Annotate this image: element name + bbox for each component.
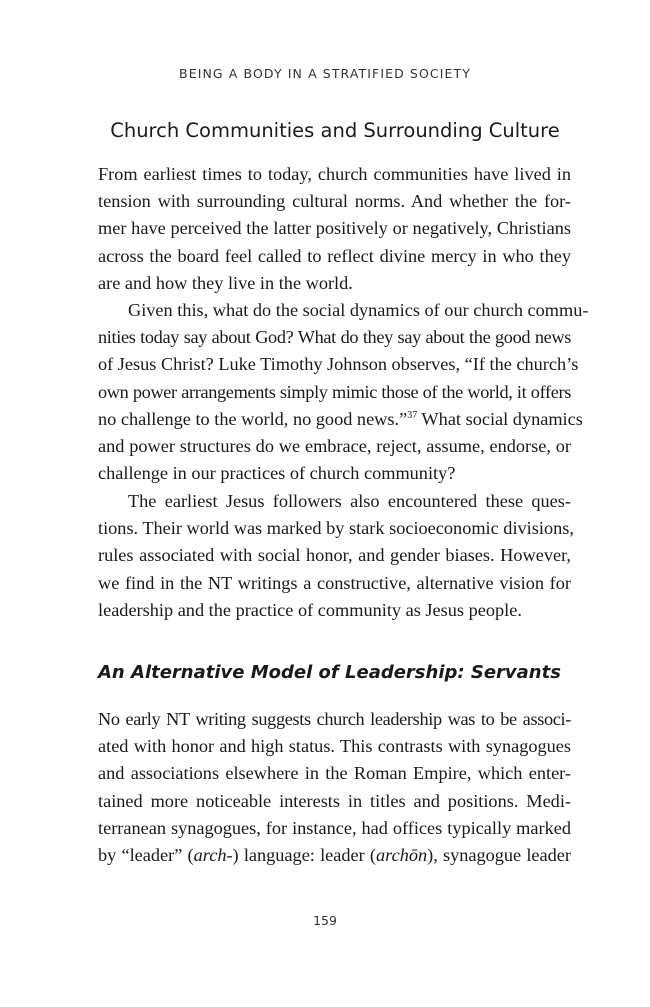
text-line: The earliest Jesus followers also encountered these ques- [128, 491, 571, 511]
text-line: leadership and the practice of community as Jesus people. [98, 599, 522, 620]
text-line: No early NT writing suggests church leadership was to be associ- [98, 709, 571, 729]
text-line [98, 406, 583, 433]
italic-term: archōn [376, 844, 428, 865]
body-paragraph-1 [98, 161, 571, 297]
text-line: across the board feel called to reflect divine mercy in who they [98, 245, 571, 266]
text-line: terranean synagogues, for instance, had offices typically marked [98, 817, 571, 838]
text-line: mer have perceived the latter positively or negatively, Christians [98, 218, 571, 239]
text-line: rules associated with social honor, and gender biases. However, [98, 545, 571, 566]
text-line: are and how they live in the world. [98, 272, 353, 293]
text-line: Given this, what do the social dynamics of our church commu- [128, 300, 589, 320]
text-segment: by “leader” ( [98, 844, 194, 865]
text-line: tension with surrounding cultural norms. And whether the for- [98, 191, 571, 212]
text-line: From earliest times to today, church communities have lived in [98, 164, 571, 184]
text-line: we find in the NT writings a constructive, alternative vision for [98, 572, 571, 593]
footnote-reference: 37 [407, 409, 418, 421]
body-paragraph-3 [98, 488, 574, 624]
subheading: An Alternative Model of Leadership: Servants [98, 662, 561, 683]
text-line: of Jesus Christ? Luke Timothy Johnson observes, “If the church’s [98, 354, 579, 375]
text-line [98, 842, 571, 869]
text-segment: no challenge to the world, no good news.” [98, 408, 408, 429]
italic-term: arch- [193, 844, 233, 865]
text-line: own power arrangements simply mimic those of the world, it offers [98, 381, 571, 402]
section-title: Church Communities and Surrounding Culture [110, 119, 560, 142]
text-line: and associations elsewhere in the Roman Empire, which enter- [98, 763, 571, 784]
text-segment: ), synagogue leader [427, 844, 571, 865]
text-line: tained more noticeable interests in titles and positions. Medi- [98, 790, 571, 811]
text-line: ated with honor and high status. This contrasts with synagogues [98, 736, 571, 757]
body-paragraph-2 [98, 297, 589, 487]
page-number: 159 [313, 913, 337, 928]
text-segment: What social dynamics [417, 408, 583, 429]
running-head: BEING A BODY IN A STRATIFIED SOCIETY [179, 66, 471, 81]
text-line: and power structures do we embrace, reject, assume, endorse, or [98, 435, 571, 456]
body-paragraph-4 [98, 706, 571, 869]
text-segment: ) language: leader ( [232, 844, 376, 865]
text-line: tions. Their world was marked by stark socioeconomic divisions, [98, 518, 574, 539]
text-line: challenge in our practices of church community? [98, 463, 456, 484]
text-line: nities today say about God? What do they say about the good news [98, 327, 571, 348]
